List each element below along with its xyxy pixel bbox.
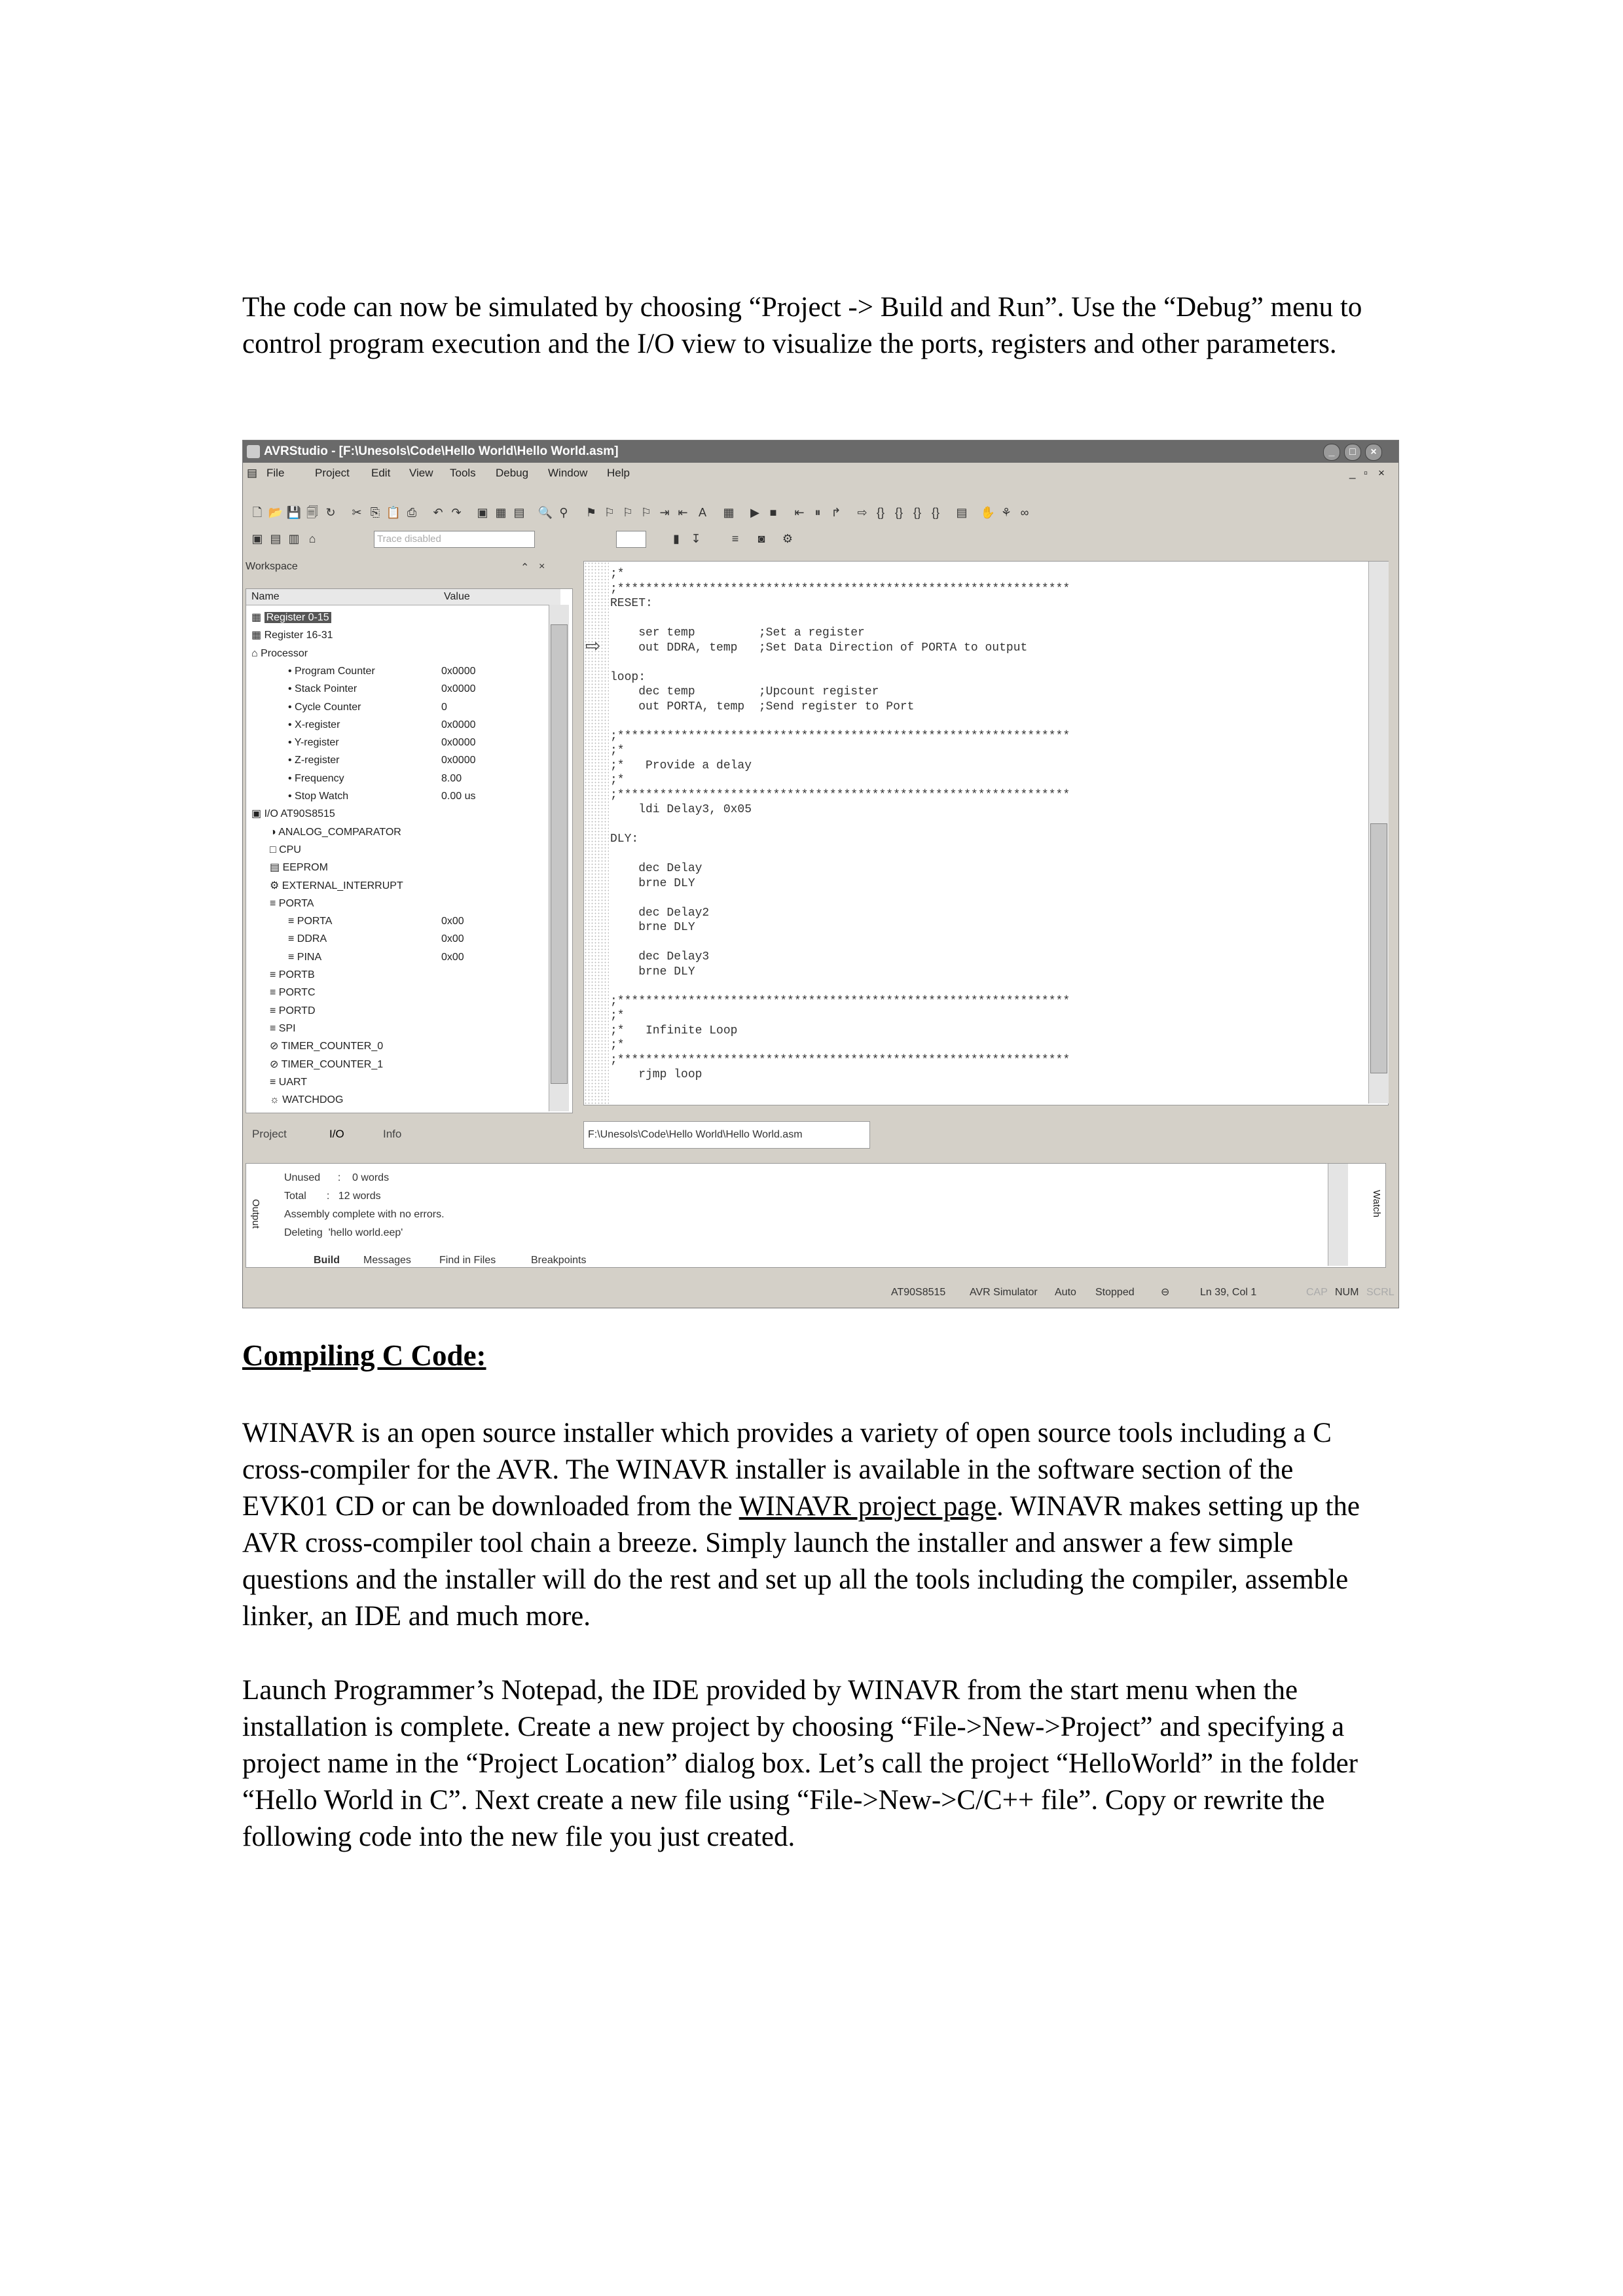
title-bar — [243, 440, 1398, 463]
tree-row-label: Y-register — [294, 737, 339, 749]
tree-row[interactable] — [288, 716, 340, 734]
tree-row-label: ANALOG_COMPARATOR — [278, 826, 401, 838]
workspace-toggle-icon[interactable]: ▣ — [477, 506, 488, 519]
close-button[interactable]: × — [1365, 444, 1382, 461]
tree-row-label: PORTB — [278, 969, 315, 980]
step-over-icon[interactable]: {} — [894, 506, 903, 519]
tree-node-icon: ⊘ — [270, 1058, 282, 1070]
paste-icon[interactable]: 📋 — [386, 506, 401, 519]
status-platform: AVR Simulator — [970, 1287, 1038, 1298]
tree-node-icon: • — [288, 683, 295, 695]
tree-node-icon: ≡ — [270, 1005, 279, 1016]
tree-node-icon: ≡ — [270, 969, 279, 980]
output-line: Unused : 0 words — [284, 1172, 390, 1183]
code-line: ;**************************************************************** — [610, 582, 1070, 596]
workspace-columns — [246, 589, 560, 605]
status-bar — [243, 1281, 1398, 1304]
tree-row[interactable] — [251, 645, 308, 662]
memory-icon[interactable]: ▤ — [956, 506, 968, 519]
status-position: Ln 39, Col 1 — [1200, 1287, 1257, 1298]
editor-scrollbar[interactable] — [1368, 562, 1389, 1103]
tree-node-icon: ▦ — [251, 630, 264, 641]
tree-node-icon: ▤ — [270, 862, 283, 874]
save-all-icon[interactable]: 🗐 — [306, 506, 318, 519]
col-value[interactable]: Value — [444, 591, 470, 602]
trace-clear-icon[interactable]: ≡ — [731, 532, 739, 545]
tree-row-label: I/O AT90S8515 — [264, 808, 335, 820]
code-line: ;**************************************************************** — [610, 994, 1070, 1008]
cut-icon[interactable]: ✂ — [352, 506, 362, 519]
tree-row-value: 0.00 us — [441, 791, 476, 802]
code-line: ;* Provide a delay — [610, 759, 752, 772]
tree-row[interactable] — [288, 770, 344, 787]
code-line: ;* Infinite Loop — [610, 1024, 738, 1037]
run-to-cursor-icon[interactable]: {} — [931, 506, 940, 519]
menu-view[interactable]: View — [409, 467, 433, 479]
tree-row[interactable] — [288, 751, 340, 769]
launch-paragraph: Launch Programmer’s Notepad, the IDE provided by WINAVR from the start menu when the installation is complete. Create a new project by choosing “File->New->Project” and specifying a project name in the “Project Location” dialog box. Let’s call the project “HelloWorld” in the folder “Hello World in C”. Next create a new file using “File->New->C/C++ file”. Copy or rewrite the following code into the new file you just created. — [242, 1675, 1358, 1852]
code-line: rjmp loop — [610, 1068, 702, 1081]
view-register-icon[interactable]: ▥ — [288, 532, 300, 545]
maximize-button[interactable]: □ — [1344, 444, 1361, 461]
code-line: brne DLY — [610, 876, 695, 890]
tree-row[interactable] — [288, 787, 348, 805]
tree-row-label: EEPROM — [282, 862, 328, 874]
menu-tools[interactable]: Tools — [450, 467, 476, 479]
toolbar-debug — [243, 527, 1398, 550]
tree-row-value: 0x00 — [441, 951, 464, 963]
step-out-icon[interactable]: {} — [913, 506, 922, 519]
info-tab[interactable]: Info — [383, 1128, 402, 1140]
reset-icon[interactable]: ⇤ — [794, 506, 805, 519]
code-line: ;* — [610, 567, 625, 581]
tree-row-label: PORTA — [297, 916, 333, 927]
trace-step-icon[interactable]: ↧ — [691, 532, 701, 545]
undo-icon[interactable]: ↶ — [433, 506, 443, 519]
output-scrollbar[interactable] — [1328, 1164, 1348, 1266]
menu-help[interactable]: Help — [607, 467, 630, 479]
menu-doc-icon: ▤ — [247, 467, 258, 479]
build-icon[interactable]: ▦ — [723, 506, 735, 519]
tree-node-icon: • — [288, 665, 295, 677]
mdi-minimize-icon[interactable]: _ — [1349, 467, 1356, 479]
tree-row[interactable] — [270, 1056, 383, 1073]
tree-row-value: 0 — [441, 701, 447, 713]
indent-icon[interactable]: ⇥ — [659, 506, 670, 519]
para2-text-1: WINAVR is an open source installer which provides a variety of open source tools including a C cross-compiler for the AVR. The WINAVR installer is available in the software section of the EVK01 CD or can be downloaded from the — [242, 1418, 1332, 1522]
tree-row-label: Register 16-31 — [264, 630, 333, 641]
tree-row[interactable] — [270, 1073, 307, 1091]
code-line: loop: — [610, 670, 646, 684]
current-line-arrow-icon: ⇨ — [585, 636, 601, 656]
menu-project[interactable]: Project — [315, 467, 350, 479]
view-io-icon[interactable]: ▣ — [251, 532, 263, 545]
tree-node-icon: ≡ — [270, 897, 279, 909]
tree-row-label: UART — [278, 1076, 308, 1088]
status-state: Stopped — [1095, 1287, 1135, 1298]
quickwatch-icon[interactable]: ⚘ — [1000, 506, 1012, 519]
code-line: ;* — [610, 744, 625, 757]
tree-row-label: PORTD — [278, 1005, 316, 1016]
tree-row[interactable] — [270, 859, 328, 876]
tree-node-icon: • — [288, 772, 295, 784]
find-icon[interactable]: 🔍 — [538, 506, 553, 519]
level-combo[interactable] — [616, 531, 646, 548]
tree-node-icon: • — [288, 719, 295, 730]
tree-row-label: SPI — [278, 1022, 296, 1034]
workspace-close-icon[interactable]: × — [539, 561, 545, 572]
workspace-panel — [246, 588, 573, 1113]
messages-tab[interactable]: Messages — [363, 1255, 411, 1266]
trace-settings-icon[interactable]: ⚙ — [782, 532, 793, 545]
run-icon[interactable]: ▶ — [750, 506, 759, 519]
mdi-restore-icon[interactable]: ▫ — [1364, 467, 1368, 479]
binoculars-icon[interactable]: ⚲ — [559, 506, 568, 519]
code-line: dec Delay2 — [610, 906, 710, 920]
winavr-paragraph — [242, 1415, 1385, 1635]
code-line: brne DLY — [610, 921, 695, 934]
print-icon[interactable]: ⎙ — [407, 506, 417, 519]
tree-row[interactable] — [270, 1020, 296, 1037]
code-line: ;* — [610, 1039, 625, 1052]
tree-node-icon: • — [288, 701, 295, 713]
project-tab[interactable]: Project — [252, 1128, 287, 1140]
tree-row[interactable] — [288, 680, 357, 698]
tree-row-label: Processor — [261, 647, 308, 659]
tree-node-icon: ⚙ — [270, 880, 282, 891]
col-name[interactable]: Name — [251, 591, 280, 602]
font-icon[interactable]: A — [698, 506, 706, 519]
show-next-icon[interactable]: ⇨ — [857, 506, 867, 519]
winavr-project-link[interactable]: WINAVR project page — [739, 1491, 996, 1522]
step-into-icon[interactable]: {} — [876, 506, 885, 519]
tree-node-icon: • — [288, 755, 295, 766]
status-gear-icon: ⊖ — [1161, 1287, 1170, 1298]
breakpoint-hand-icon[interactable]: ✋ — [980, 506, 996, 519]
breakpoints-tab[interactable]: Breakpoints — [531, 1255, 587, 1266]
workspace-title: Workspace ⌃ × — [246, 561, 545, 573]
pin-icon[interactable]: ⌃ — [520, 562, 530, 573]
tree-row-label: Z-register — [295, 755, 340, 766]
tree-row-label: Stop Watch — [295, 791, 349, 802]
tree-node-icon: • — [288, 791, 295, 802]
code-line: ;**************************************************************** — [610, 788, 1070, 802]
code-line: dec temp ;Upcount register — [610, 685, 879, 698]
new-file-icon[interactable]: 🗋 — [252, 506, 263, 519]
code-line: brne DLY — [610, 965, 695, 978]
tree-node-icon: ≡ — [270, 1076, 279, 1088]
tree-node-icon: □ — [270, 844, 280, 855]
tree-row-label: Cycle Counter — [295, 701, 361, 713]
outdent-icon[interactable]: ⇤ — [678, 506, 688, 519]
code-line: ser temp ;Set a register — [610, 626, 865, 639]
avrstudio-screenshot — [242, 440, 1399, 1308]
tree-node-icon: • — [288, 737, 295, 749]
tree-node-icon: ≡ — [288, 916, 297, 927]
section-heading: Compiling C Code: — [242, 1339, 486, 1372]
build-tab[interactable]: Build — [314, 1255, 340, 1266]
open-folder-icon[interactable]: 📂 — [268, 506, 283, 519]
output-line: Assembly complete with no errors. — [284, 1209, 445, 1220]
watch-side-label: Watch — [1371, 1190, 1382, 1217]
tree-row-label: Frequency — [295, 772, 344, 784]
tree-row-value: 0x0000 — [441, 737, 476, 749]
code-line: out PORTA, temp ;Send register to Port — [610, 700, 915, 713]
code-line: DLY: — [610, 833, 639, 846]
tree-row[interactable] — [270, 841, 301, 859]
workspace-scroll-thumb[interactable] — [551, 624, 568, 1084]
workspace-tabs — [246, 1121, 572, 1147]
tree-row[interactable] — [270, 895, 314, 912]
tree-node-icon: ☼ — [270, 1094, 283, 1106]
tree-row[interactable] — [270, 1002, 316, 1020]
tree-node-icon: ≡ — [270, 1022, 279, 1034]
tree-node-icon: ◑ — [270, 826, 279, 838]
code-line: ;**************************************************************** — [610, 1053, 1070, 1067]
prev-bookmark-icon[interactable]: ⚐ — [622, 506, 634, 519]
editor-doc-tab[interactable]: F:\Unesols\Code\Hello World\Hello World.asm — [583, 1121, 870, 1149]
tree-row[interactable] — [251, 805, 335, 823]
tree-row-label: X-register — [295, 719, 340, 730]
code-line: dec Delay — [610, 862, 702, 875]
code-line: ;* — [610, 1009, 625, 1022]
tree-row[interactable] — [270, 966, 315, 984]
minimize-button[interactable]: _ — [1323, 444, 1340, 461]
tree-row-label: TIMER_COUNTER_1 — [281, 1058, 384, 1070]
code-line: out DDRA, temp ;Set Data Direction of PORTA to output — [610, 641, 1028, 655]
view-memory-icon[interactable]: ▤ — [270, 532, 282, 545]
tree-row-value: 0x0000 — [441, 719, 476, 730]
tree-row[interactable] — [251, 609, 331, 626]
tree-row-label: WATCHDOG — [282, 1094, 344, 1106]
tree-row[interactable] — [288, 662, 375, 680]
tree-row[interactable] — [270, 877, 403, 895]
tree-node-icon: ▦ — [251, 612, 264, 623]
tree-row-label: TIMER_COUNTER_0 — [281, 1041, 384, 1052]
tree-row-value: 0x0000 — [441, 755, 476, 766]
tree-row-label: Register 0-15 — [264, 612, 331, 623]
menu-bar — [243, 464, 1398, 482]
menu-edit[interactable]: Edit — [371, 467, 391, 479]
tree-row-value: 0x00 — [441, 933, 464, 945]
output-line: Total : 12 words — [284, 1191, 381, 1202]
watch-toggle-icon[interactable]: ▤ — [513, 506, 525, 519]
output-line: Deleting 'hello world.eep' — [284, 1227, 403, 1238]
pause-icon[interactable]: ⏸ — [814, 506, 821, 519]
tree-row-label: Stack Pointer — [295, 683, 357, 695]
status-scrl: SCRL — [1366, 1287, 1395, 1298]
editor-scroll-thumb[interactable] — [1370, 823, 1387, 1073]
step-icon[interactable]: ↱ — [831, 506, 841, 519]
trace-icon[interactable]: ▮ — [673, 532, 680, 545]
tree-node-icon: ⌂ — [251, 647, 261, 659]
workspace-scrollbar[interactable] — [549, 605, 569, 1111]
code-line: ldi Delay3, 0x05 — [610, 803, 752, 816]
code-line: RESET: — [610, 597, 653, 610]
tree-row-value: 0x0000 — [441, 665, 476, 677]
tree-row-label: Program Counter — [295, 665, 375, 677]
refresh-icon[interactable]: ↻ — [325, 506, 336, 519]
tree-row-value: 8.00 — [441, 772, 462, 784]
tree-row-label: DDRA — [297, 933, 327, 945]
tree-row-label: PORTC — [278, 987, 316, 999]
tree-row[interactable] — [288, 912, 332, 930]
status-mode: Auto — [1055, 1287, 1076, 1298]
tree-row[interactable] — [251, 626, 333, 644]
tree-node-icon: ≡ — [288, 951, 297, 963]
tree-row[interactable] — [270, 1091, 343, 1109]
window-title: AVRStudio - [F:\Unesols\Code\Hello World\Hello World.asm] — [264, 444, 619, 458]
tree-row-label: PORTA — [278, 897, 314, 909]
tree-row-value: 0x0000 — [441, 683, 476, 695]
clear-bookmarks-icon[interactable]: ⚐ — [640, 506, 652, 519]
status-num: NUM — [1335, 1287, 1359, 1298]
mdi-close-icon[interactable]: × — [1378, 467, 1385, 479]
para2-text-2: . WINAVR makes setting up the AVR cross-compiler tool chain a breeze. Simply launch the installer and answer a few simple questions and the installer will do the rest and set up all the tools including the compiler, assemble linker, an IDE and much more. — [242, 1491, 1360, 1632]
tree-row[interactable] — [288, 948, 321, 966]
menu-debug[interactable]: Debug — [496, 467, 529, 479]
redo-icon[interactable]: ↷ — [451, 506, 462, 519]
trace-combo[interactable]: Trace disabled — [374, 531, 535, 548]
tree-node-icon: ≡ — [288, 933, 297, 945]
tree-row[interactable] — [288, 698, 361, 716]
app-icon — [247, 445, 260, 458]
code-line: ;**************************************************************** — [610, 729, 1070, 743]
tree-node-icon: ≡ — [270, 987, 279, 999]
save-icon[interactable]: 💾 — [286, 506, 302, 519]
tree-row[interactable] — [270, 823, 401, 841]
toolbar-main — [243, 501, 1398, 524]
tree-node-icon: ▣ — [251, 808, 264, 820]
tree-row[interactable] — [270, 1037, 383, 1055]
code-line: ;* — [610, 774, 625, 787]
bookmark-icon[interactable]: ⚑ — [585, 506, 597, 519]
output-toggle-icon[interactable]: ▦ — [495, 506, 507, 519]
watch-glasses-icon[interactable]: ∞ — [1020, 506, 1029, 519]
tree-row-label: EXTERNAL_INTERRUPT — [282, 880, 403, 891]
status-cap: CAP — [1306, 1287, 1328, 1298]
dis-icon[interactable]: ◙ — [757, 532, 765, 545]
stop-icon[interactable]: ■ — [769, 506, 777, 519]
tree-row-label: CPU — [279, 844, 301, 855]
next-bookmark-icon[interactable]: ⚐ — [604, 506, 615, 519]
code-editor[interactable] — [583, 561, 1389, 1105]
output-side-label: Output — [250, 1199, 261, 1229]
tree-row-label: PINA — [297, 951, 322, 963]
status-device: AT90S8515 — [891, 1287, 946, 1298]
find-in-files-tab[interactable]: Find in Files — [439, 1255, 496, 1266]
view-processor-icon[interactable]: ⌂ — [308, 532, 316, 545]
tree-row[interactable] — [288, 930, 327, 948]
tree-row[interactable] — [288, 734, 339, 751]
tree-row[interactable] — [270, 984, 316, 1001]
tree-row-value: 0x00 — [441, 916, 464, 927]
menu-window[interactable]: Window — [548, 467, 588, 479]
io-tab[interactable]: I/O — [329, 1128, 344, 1140]
output-tabs — [263, 1252, 839, 1269]
tree-node-icon: ⊘ — [270, 1041, 282, 1052]
code-line: dec Delay3 — [610, 950, 710, 963]
intro-paragraph: The code can now be simulated by choosing “Project -> Build and Run”. Use the “Debug” menu to control program execution and the I/O view to visualize the ports, registers and other parameters. — [242, 292, 1362, 359]
copy-icon[interactable]: ⎘ — [370, 506, 380, 519]
menu-file[interactable]: File — [266, 467, 285, 479]
